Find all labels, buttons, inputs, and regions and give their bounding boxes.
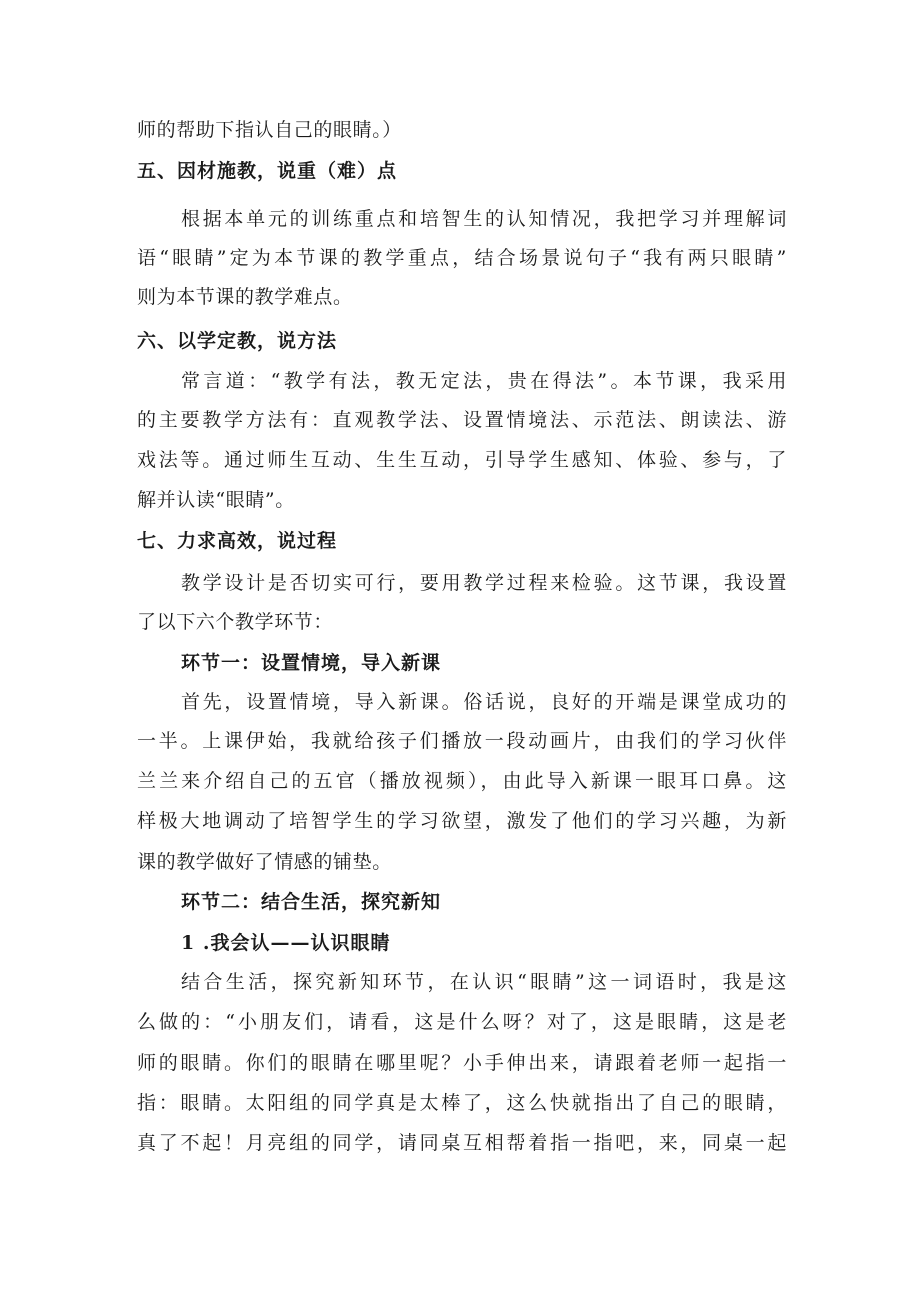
section-heading-5: 五、因材施教，说重（难）点 bbox=[137, 160, 398, 182]
subsection-heading-step-1: 环节一：设置情境，导入新课 bbox=[181, 652, 442, 674]
paragraph-line: 戏法等。通过师生互动、生生互动，引导学生感知、体验、参与，了 bbox=[137, 449, 787, 471]
paragraph-line: 么做的：“小朋友们，请看，这是什么呀？对了，这是眼睛，这是老 bbox=[137, 1011, 787, 1033]
paragraph-line: 真了不起！月亮组的同学，请同桌互相帮着指一指吧，来，同桌一起 bbox=[137, 1132, 787, 1154]
paragraph-line: 根据本单元的训练重点和培智生的认知情况，我把学习并理解词 bbox=[181, 208, 787, 230]
paragraph-line: 结合生活，探究新知环节，在认识“眼睛”这一词语时，我是这 bbox=[181, 971, 787, 993]
paragraph-line: 指：眼睛。太阳组的同学真是太棒了，这么快就指出了自己的眼睛， bbox=[137, 1092, 787, 1114]
subsection-heading-step-2: 环节二：结合生活，探究新知 bbox=[181, 891, 442, 913]
section-heading-6: 六、以学定教，说方法 bbox=[137, 330, 338, 352]
section-heading-7: 七、力求高效，说过程 bbox=[137, 530, 338, 552]
paragraph-line: 常言道：“教学有法，教无定法，贵在得法”。本节课，我采用 bbox=[181, 370, 787, 392]
paragraph-line: 师的帮助下指认自己的眼睛。） bbox=[137, 119, 402, 141]
item-heading-1: 1 .我会认——认识眼睛 bbox=[181, 932, 391, 954]
paragraph-line: 师的眼睛。你们的眼睛在哪里呢？小手伸出来，请跟着老师一起指一 bbox=[137, 1052, 787, 1074]
paragraph-line: 首先，设置情境，导入新课。俗话说，良好的开端是课堂成功的 bbox=[181, 691, 787, 713]
paragraph-line: 兰兰来介绍自己的五官（播放视频），由此导入新课一眼耳口鼻。这 bbox=[137, 770, 787, 792]
paragraph-line: 则为本节课的教学难点。 bbox=[137, 286, 353, 308]
paragraph-line: 一半。上课伊始，我就给孩子们播放一段动画片，由我们的学习伙伴 bbox=[137, 730, 787, 752]
paragraph-line: 语“眼睛”定为本节课的教学重点，结合场景说句子“我有两只眼睛” bbox=[137, 247, 787, 269]
paragraph-line: 了以下六个教学环节： bbox=[137, 611, 334, 633]
paragraph-line: 课的教学做好了情感的铺垫。 bbox=[137, 851, 392, 873]
paragraph-line: 教学设计是否切实可行，要用教学过程来检验。这节课，我设置 bbox=[181, 572, 787, 594]
paragraph-line: 样极大地调动了培智学生的学习欲望，激发了他们的学习兴趣，为新 bbox=[137, 810, 787, 832]
paragraph-line: 的主要教学方法有：直观教学法、设置情境法、示范法、朗读法、游 bbox=[137, 409, 787, 431]
paragraph-line: 解并认读“眼睛”。 bbox=[137, 489, 295, 511]
